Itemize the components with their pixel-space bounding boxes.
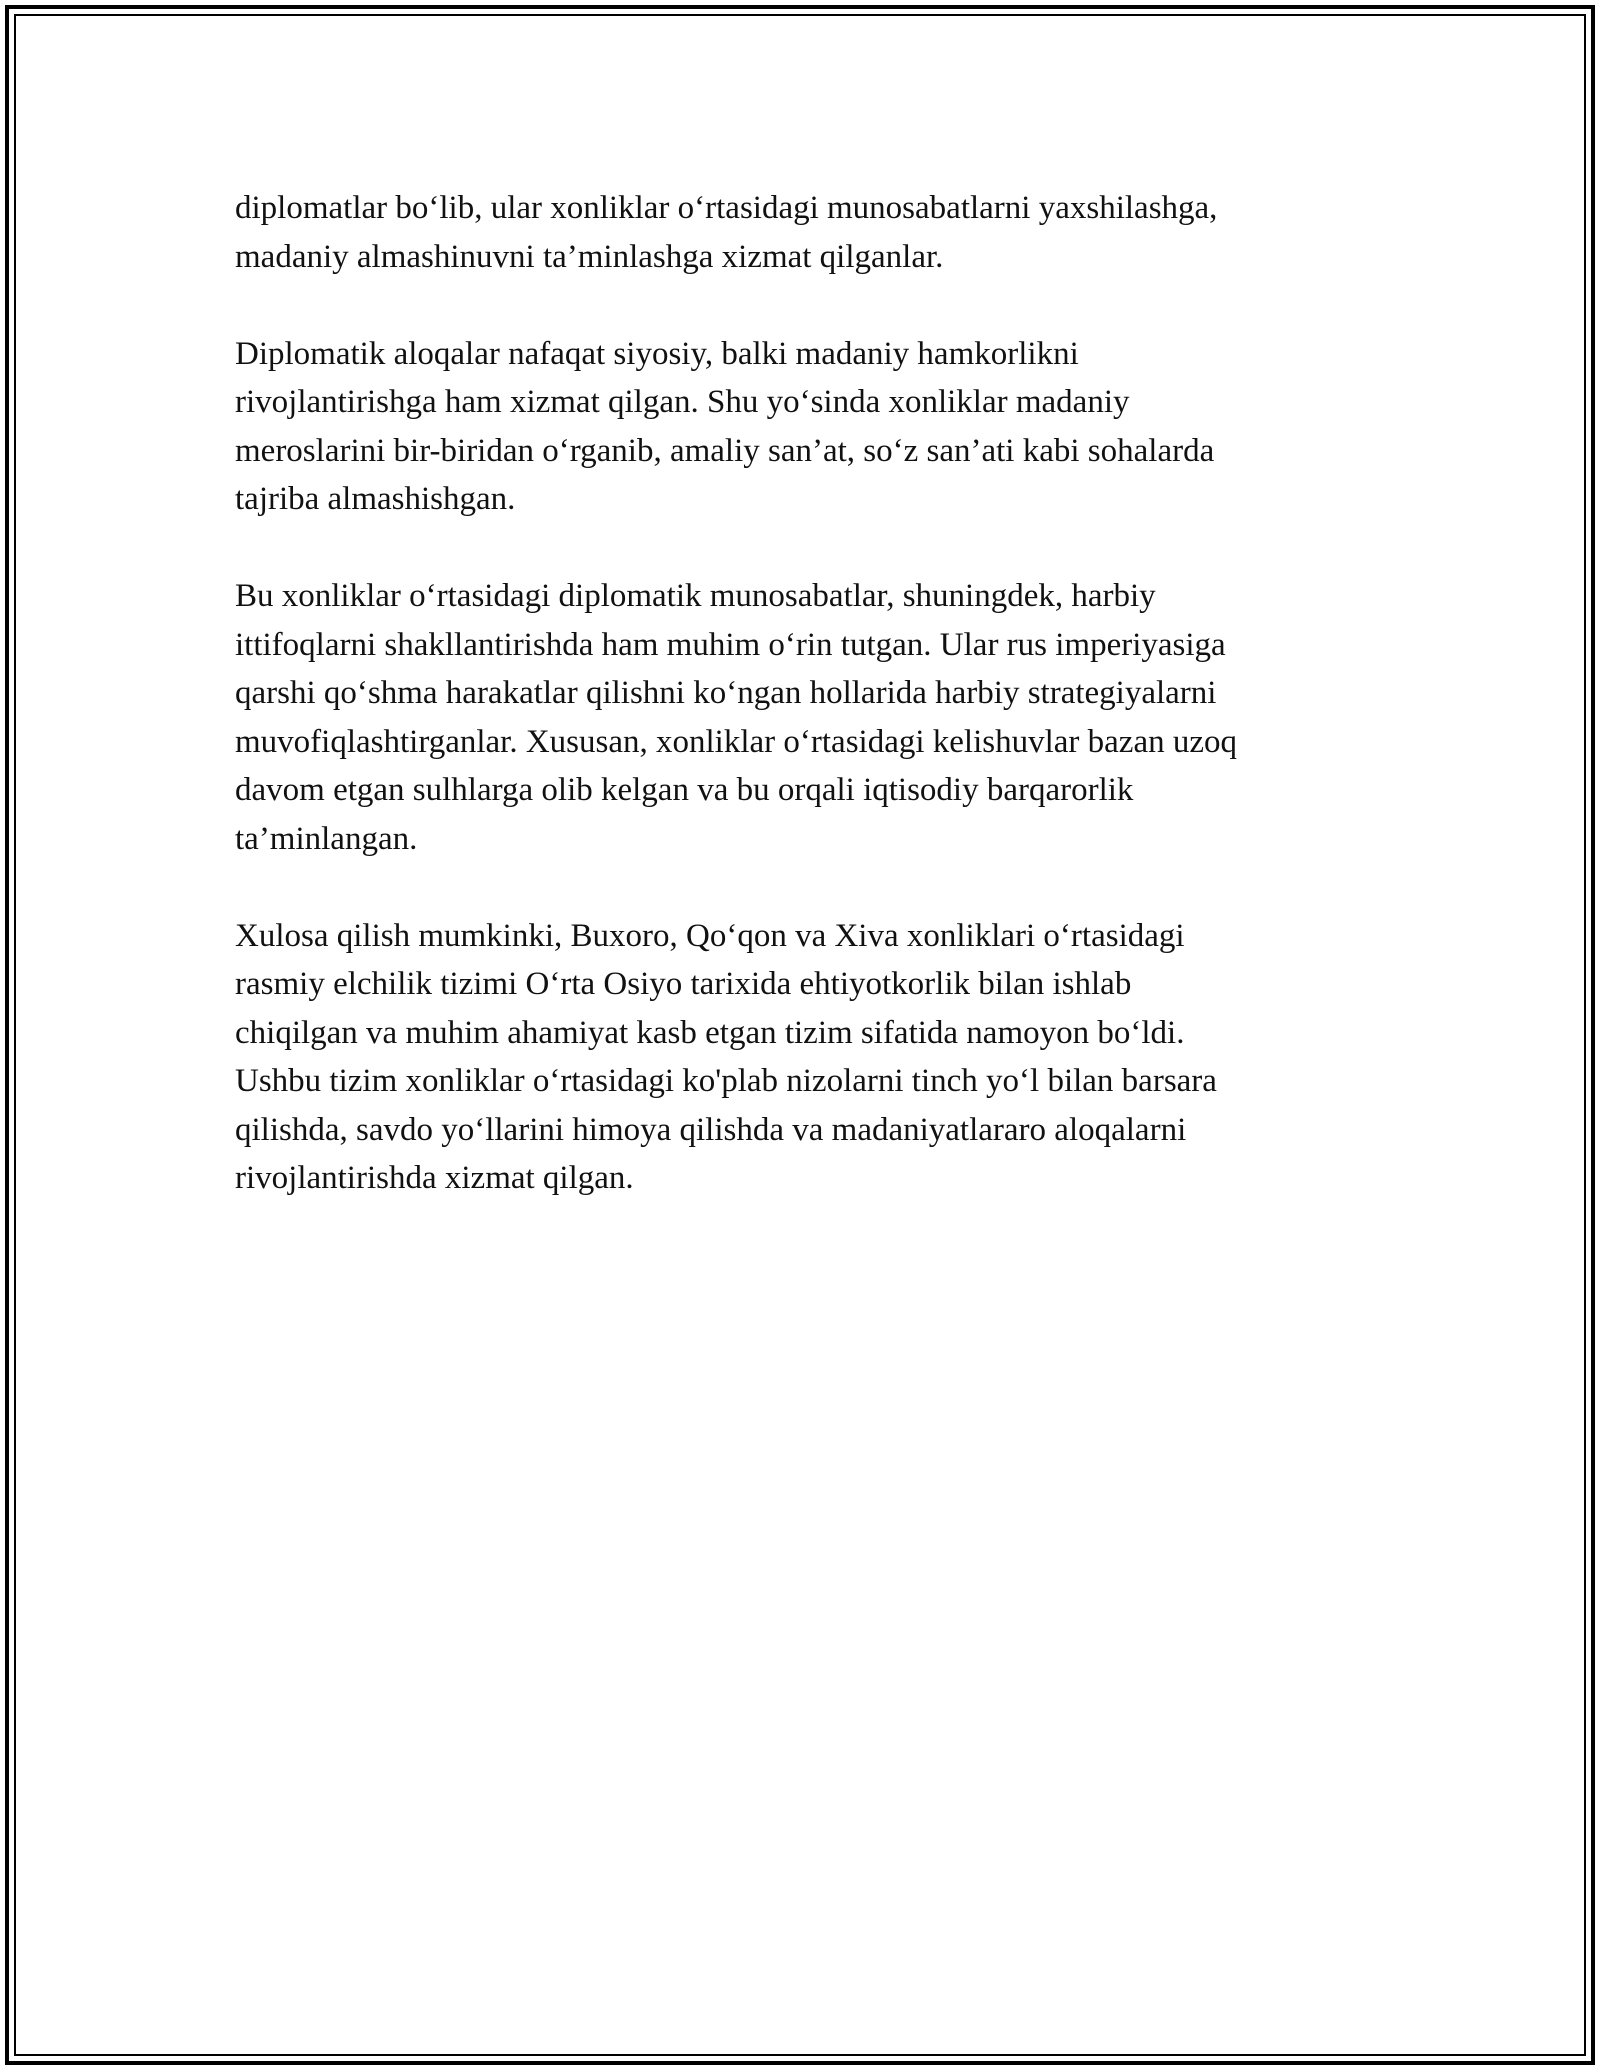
- paragraph-line: madaniy almashinuvni ta’minlashga xizmat qilganlar.: [235, 238, 944, 275]
- paragraph-2: [235, 330, 1365, 524]
- paragraph-line: rasmiy elchilik tizimi O‘rta Osiyo tarixida ehtiyotkorlik bilan ishlab: [235, 966, 1132, 1002]
- paragraph-line: Ushbu tizim xonliklar o‘rtasidagi ko'plab nizolarni tinch yo‘l bilan barsara: [235, 1063, 1217, 1099]
- paragraph-line: ta’minlangan.: [235, 820, 418, 857]
- document-body: [235, 184, 1365, 1251]
- paragraph-line: qarshi qo‘shma harakatlar qilishni ko‘ngan hollarida harbiy strategiyalarni: [235, 675, 1217, 711]
- paragraph-line: diplomatlar bo‘lib, ular xonliklar o‘rtasidagi munosabatlarni yaxshilashga,: [235, 190, 1218, 226]
- paragraph-line: tajriba almashishgan.: [235, 481, 516, 517]
- paragraph-line: rivojlantirishda xizmat qilgan.: [235, 1160, 634, 1196]
- paragraph-line: davom etgan sulhlarga olib kelgan va bu orqali iqtisodiy barqarorlik: [235, 772, 1134, 808]
- paragraph-line: Diplomatik aloqalar nafaqat siyosiy, balki madaniy hamkorlikni: [235, 335, 1079, 372]
- paragraph-line: chiqilgan va muhim ahamiyat kasb etgan tizim sifatida namoyon bo‘ldi.: [235, 1014, 1185, 1051]
- paragraph-4: [235, 912, 1365, 1203]
- paragraph-line: Xulosa qilish mumkinki, Buxoro, Qo‘qon va Xiva xonliklari o‘rtasidagi: [235, 917, 1185, 954]
- paragraph-line: qilishda, savdo yo‘llarini himoya qilishda va madaniyatlararo aloqalarni: [235, 1111, 1187, 1148]
- paragraph-line: meroslarini bir-biridan o‘rganib, amaliy san’at, so‘z san’ati kabi sohalarda: [235, 432, 1215, 469]
- paragraph-line: muvofiqlashtirganlar. Xususan, xonliklar o‘rtasidagi kelishuvlar bazan uzoq: [235, 723, 1237, 760]
- paragraph-line: rivojlantirishga ham xizmat qilgan. Shu yo‘sinda xonliklar madaniy: [235, 384, 1130, 420]
- paragraph-line: Bu xonliklar o‘rtasidagi diplomatik munosabatlar, shuningdek, harbiy: [235, 578, 1156, 614]
- paragraph-line: ittifoqlarni shakllantirishda ham muhim o‘rin tutgan. Ular rus imperiyasiga: [235, 626, 1226, 663]
- paragraph-1: [235, 184, 1365, 281]
- paragraph-3: [235, 572, 1365, 863]
